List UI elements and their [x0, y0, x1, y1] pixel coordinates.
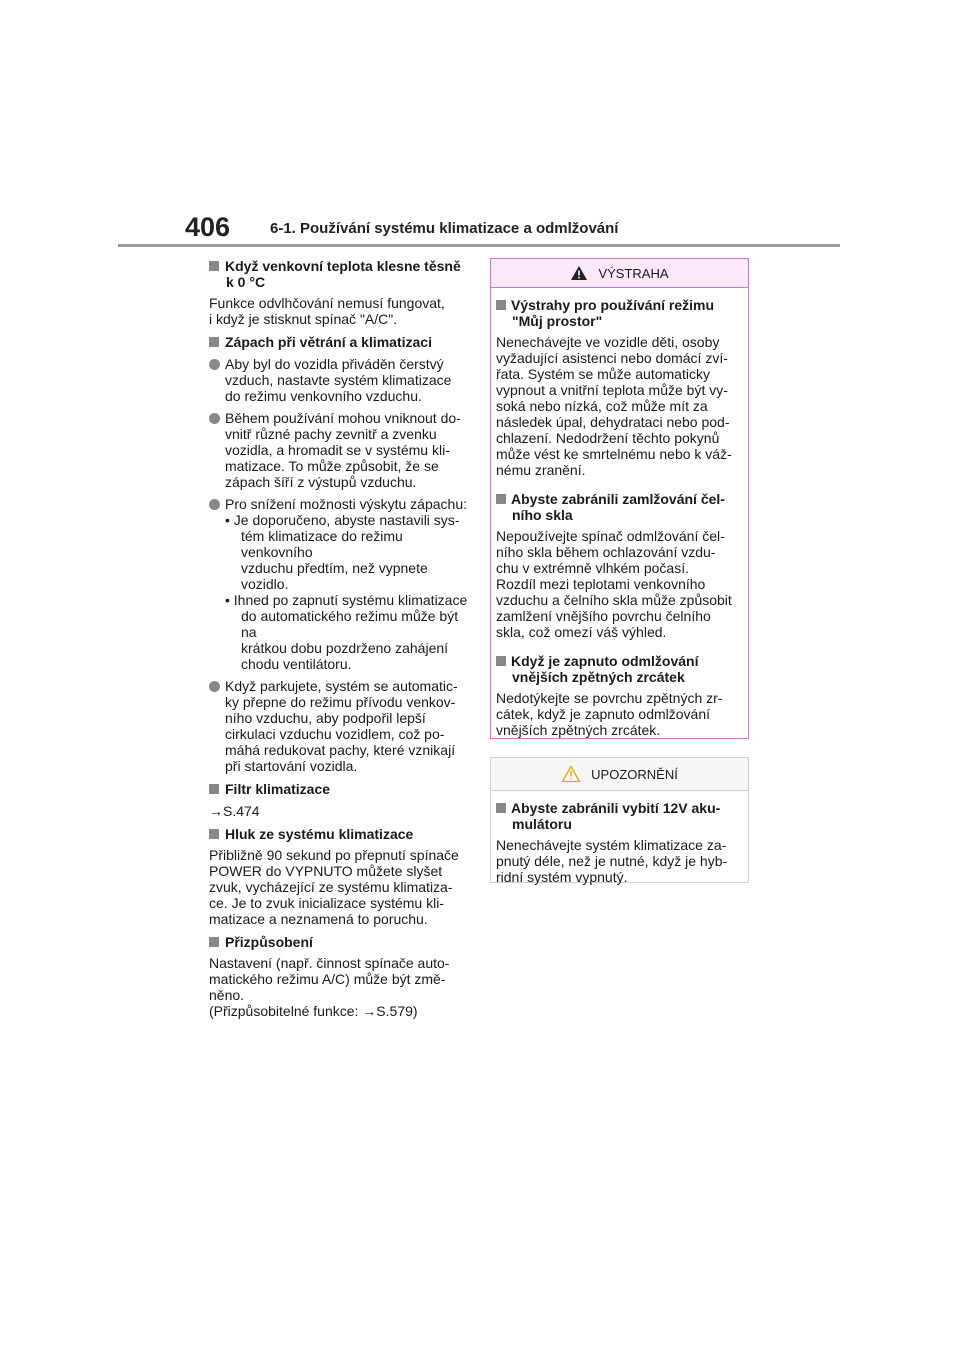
left-column [209, 258, 471, 1019]
page-number: 406 [185, 212, 231, 242]
warning-text: Nepoužívejte spínač odmlžování čel- ního skla během ochlazování vzdu- chu v extrémně vlhkém počasí. Rozdíl mezi teplotami venkovního vzduchu a čelního skla může způsobit zamlžení vnějšího povrchu čelního skla, což omezí váš výhled. [496, 528, 732, 640]
square-bullet-icon [496, 803, 506, 813]
warning-header [491, 259, 748, 288]
square-bullet-icon [209, 337, 219, 347]
section-heading: Když venkovní teplota klesne těsně k 0 °C [209, 258, 471, 290]
circle-bullet-icon [209, 499, 220, 510]
paragraph: Přibližně 90 sekund po přepnutí spínače POWER do VYPNUTO můžete slyšet zvuk, vycházející ze systému klimatiza- ce. Je to zvuk inicializace systému kli- matizace a neznamená to poruchu. [209, 847, 459, 927]
section-heading: Přizpůsobení [209, 934, 471, 950]
bullet-item: Během používání mohou vniknout do- vnitř různé pachy zevnitř a zvenku vozidla, a hromadit se v systému kli- matizace. To může způsobit, že se zápach šíří z výstupů vzduchu. [209, 410, 471, 490]
square-bullet-icon [209, 937, 219, 947]
warning-subheading: Když je zapnuto odmlžování vnějších zpětných zrcátek [496, 653, 743, 685]
page-reference-link[interactable]: →S.474 [209, 803, 260, 819]
square-bullet-icon [209, 784, 219, 794]
sub-list [209, 512, 471, 672]
bullet-item: Když parkujete, systém se automatic- ky přepne do režimu přívodu venkov- ního vzduchu, aby podpořil lepší cirkulaci vzduchu vozidlem, což po- máhá redukovat pachy, které vznikají při startování vozidla. [209, 678, 471, 774]
caution-box [490, 757, 749, 883]
square-bullet-icon [496, 300, 506, 310]
section-heading: Zápach při větrání a klimatizaci [209, 334, 471, 350]
warning-icon [570, 265, 588, 281]
square-bullet-icon [209, 261, 219, 271]
caution-title: UPOZORNĚNÍ [591, 766, 678, 782]
circle-bullet-icon [209, 359, 220, 370]
warning-subheading: Výstrahy pro používání režimu "Můj prostor" [496, 297, 743, 329]
square-bullet-icon [209, 829, 219, 839]
bullet-item: Aby byl do vozidla přiváděn čerstvý vzduch, nastavte systém klimatizace do režimu venkovního vzduchu. [209, 356, 471, 404]
bullet-item: Pro snížení možnosti výskytu zápachu: [209, 496, 471, 512]
paragraph: Nastavení (např. činnost spínače auto- matického režimu A/C) může být změ- něno. (Přizpůsobitelné funkce: →S.579) [209, 955, 450, 1019]
sub-item: • Je doporučeno, abyste nastavili sys- tém klimatizace do režimu venkovního vzduchu předtím, než vypnete vozidlo. [225, 512, 460, 592]
square-bullet-icon [496, 656, 506, 666]
warning-box [490, 258, 749, 739]
section-heading: Filtr klimatizace [209, 781, 471, 797]
caution-subheading: Abyste zabránili vybití 12V aku- mulátoru [496, 800, 743, 832]
warning-text: Nedotýkejte se povrchu zpětných zr- cátek, když je zapnuto odmlžování vnějších zpětných zrcátek. [496, 690, 723, 738]
circle-bullet-icon [209, 413, 220, 424]
caution-header [491, 758, 748, 791]
warning-subheading: Abyste zabránili zamlžování čel- ního skla [496, 491, 743, 523]
circle-bullet-icon [209, 681, 220, 692]
section-heading: Hluk ze systému klimatizace [209, 826, 471, 842]
caution-text: Nenechávejte systém klimatizace za- pnutý déle, než je nutné, když je hyb- ridní systém vypnutý. [496, 837, 728, 885]
warning-text: Nenechávejte ve vozidle děti, osoby vyžadující asistenci nebo domácí zví- řata. Systém se může automaticky vypnout a vnitřní teplota může být vy- soká nebo nízká, což může mít za následek úpal, dehydrataci nebo pod- chlazení. Nedodržení těchto pokynů může vést ke smrtelnému nebo k váž- nému zranění. [496, 334, 732, 478]
chapter-title: 6-1. Používání systému klimatizace a odmlžování [270, 220, 619, 237]
sub-item: • Ihned po zapnutí systému klimatizace do automatického režimu může být na krátkou dobu pozdrženo zahájení chodu ventilátoru. [225, 592, 468, 672]
caution-icon [561, 765, 581, 783]
square-bullet-icon [496, 494, 506, 504]
warning-title: VÝSTRAHA [598, 265, 669, 281]
paragraph: Funkce odvlhčování nemusí fungovat, i když je stisknut spínač "A/C". [209, 295, 445, 327]
header-divider [118, 244, 840, 247]
